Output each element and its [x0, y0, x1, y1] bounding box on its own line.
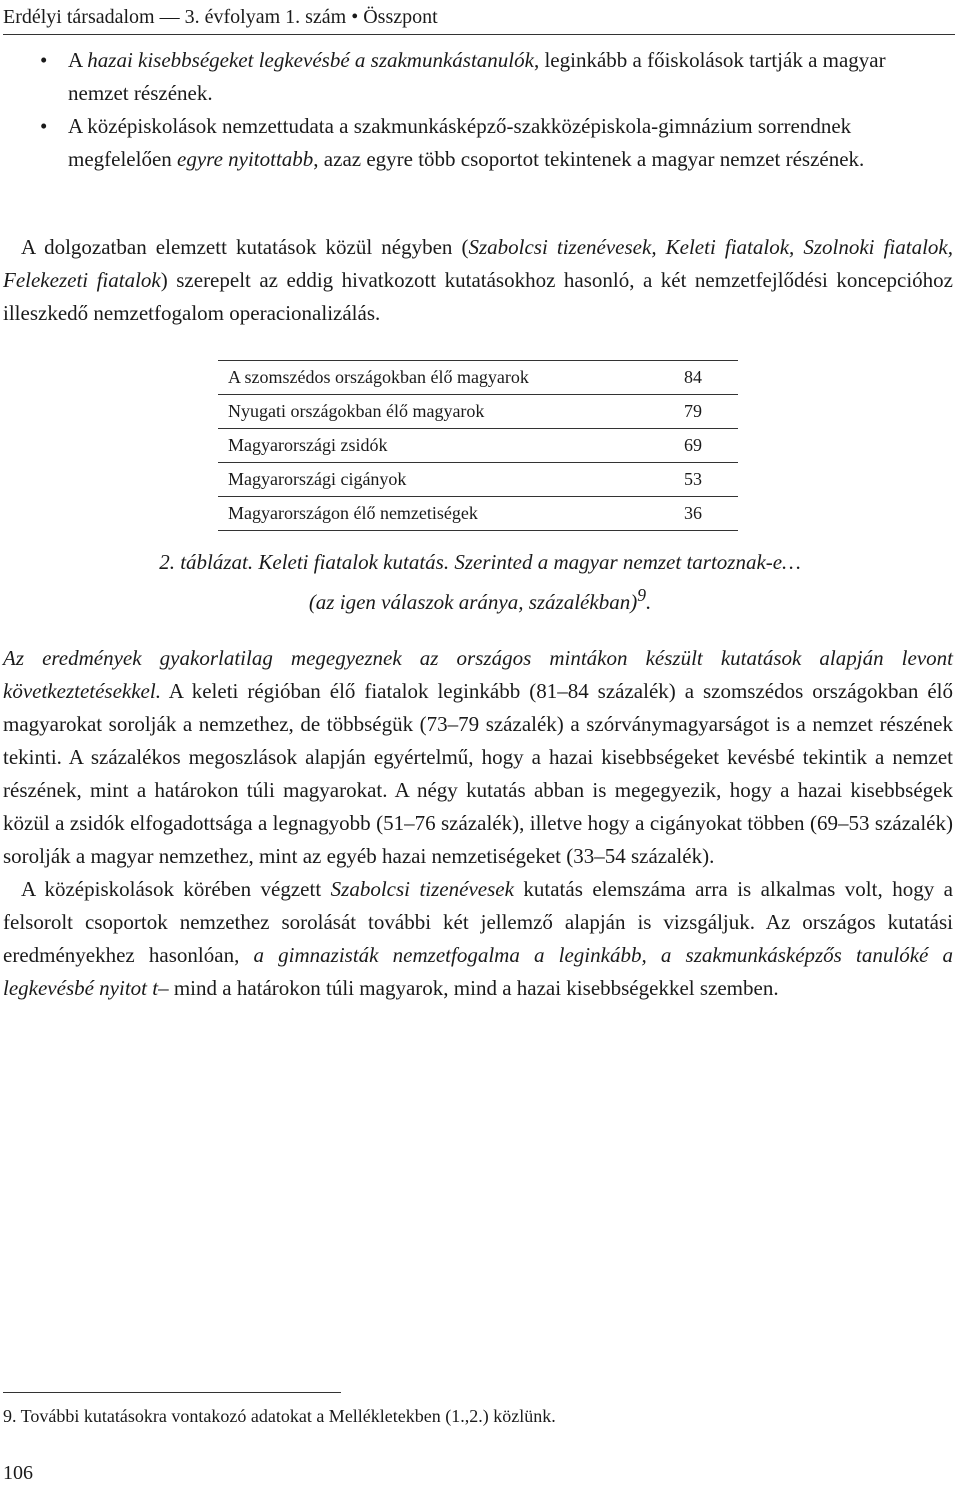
table-cell-value: 53 [684, 469, 702, 489]
paragraph-methods [3, 231, 953, 330]
paragraph-emphasis: Szabolcsi tizenévesek [330, 877, 514, 901]
table-row [218, 463, 738, 497]
bullet-text: A középiskolások nemzettudata a szakmunkásképző-szakközépiskola-gimnázium sorrendnek megfelelően [68, 114, 852, 171]
caption-end: . [645, 590, 652, 614]
bullet-marker: • [40, 114, 48, 138]
paragraph-text: ) szerepelt az eddig hivatkozott kutatásokhoz hasonló, a két nemzetfejlődési koncepcióhoz illeszkedő nemzetfogalom operacionalizálás. [3, 268, 953, 325]
table-cell-label: Magyarországi cigányok [228, 469, 407, 489]
table-cell-value: 36 [684, 503, 702, 523]
paragraph-text: A középiskolások körében végzett [21, 877, 331, 901]
page-number: 106 [3, 1462, 33, 1484]
bullet-emphasis: egyre nyitottabb [177, 147, 314, 171]
table-cell-label: Magyarországon élő nemzetiségek [228, 503, 478, 523]
table-cell-value: 69 [684, 435, 702, 455]
table-caption [0, 546, 960, 619]
paragraph-emphasis: Az eredmények gyakorlatilag megegyeznek az országos mintákon készült kutatások alapján levont következtetésekkel. [3, 646, 953, 703]
bullet-item [40, 110, 940, 176]
table-row [218, 395, 738, 429]
table-row [218, 497, 738, 531]
paragraph-emphasis: a gimnazisták nemzetfogalma a leginkább, a szakmunkásképzős tanulóké a legkevésbé nyitot t [3, 943, 954, 1000]
footnote: 9. További kutatásokra vontakozó adatokat a Mellékletekben (1.,2.) közlünk. [3, 1406, 556, 1426]
table-cell-label: A szomszédos országokban élő magyarok [228, 367, 529, 387]
bullet-emphasis: hazai kisebbségeket legkevésbé a szakmunkástanulók [87, 48, 534, 72]
footnote-ref: 9 [637, 585, 646, 605]
paragraph-text: kutatás elemszáma arra is alkalmas volt, hogy a felsorolt csoportok nemzethez sorolását további két jellemző alapján is vizsgáljuk. Az országos kutatási eredményekhez hasonlóan, [3, 877, 953, 967]
footnote-divider [3, 1392, 341, 1393]
paragraph-text: A keleti régióban élő fiatalok leginkább (81–84 százalék) a szomszédos országokban élő magyarokat sorolják a nemzethez, de többségük (73–79 százalék) a szórványmagyarságot is a nemzet részének tekinti. A százalékos megoszlások alapján egyértelmű, hogy a hazai kisebbségeket kevésbé tekintik a nemzet részének, mint a határokon túli magyarokat. A négy kutatás abban is megegyezik, hogy a hazai kisebbségek közül a zsidók elfogadottsága a legnagyobb (51–76 százalék), illetve hogy a cigányokat többen (69–53 százalék) sorolják a magyar nemzethez, mint az egyéb hazai nemzetiségeket (33–54 százalék). [3, 679, 953, 868]
results-table [218, 360, 738, 531]
table-row [218, 361, 738, 395]
paragraph-emphasis: Szabolcsi tizenévesek, Keleti fiatalok, Szolnoki fiatalok, Felekezeti fiatalok [3, 235, 953, 292]
table-cell-label: Nyugati országokban élő magyarok [228, 401, 485, 421]
caption-text: (az igen válaszok aránya, százalékban) [308, 590, 638, 614]
bullet-item [40, 44, 940, 110]
bullet-marker: • [40, 48, 48, 72]
table-cell-value: 84 [684, 367, 702, 387]
bullet-text: A [68, 48, 88, 72]
table-cell-value: 79 [684, 401, 702, 421]
paragraph-text: – mind a határokon túli magyarok, mind a hazai kisebbségekkel szemben. [158, 976, 779, 1000]
caption-line: 2. táblázat. Keleti fiatalok kutatás. Szerinted a magyar nemzet tartoznak-e… [159, 550, 801, 574]
table-row [218, 429, 738, 463]
bullet-text: , leginkább a főiskolások tartják a magyar nemzet részének. [68, 48, 886, 105]
running-header: Erdélyi társadalom — 3. évfolyam 1. szám • Összpont [3, 4, 955, 35]
bullet-list [40, 44, 940, 176]
paragraph-text: A dolgozatban elemzett kutatások közül négyben ( [21, 235, 469, 259]
paragraph-results [3, 642, 953, 1005]
bullet-text: , azaz egyre több csoportot tekintenek a magyar nemzet részének. [313, 147, 865, 171]
table-cell-label: Magyarországi zsidók [228, 435, 388, 455]
caption-line [0, 579, 960, 619]
